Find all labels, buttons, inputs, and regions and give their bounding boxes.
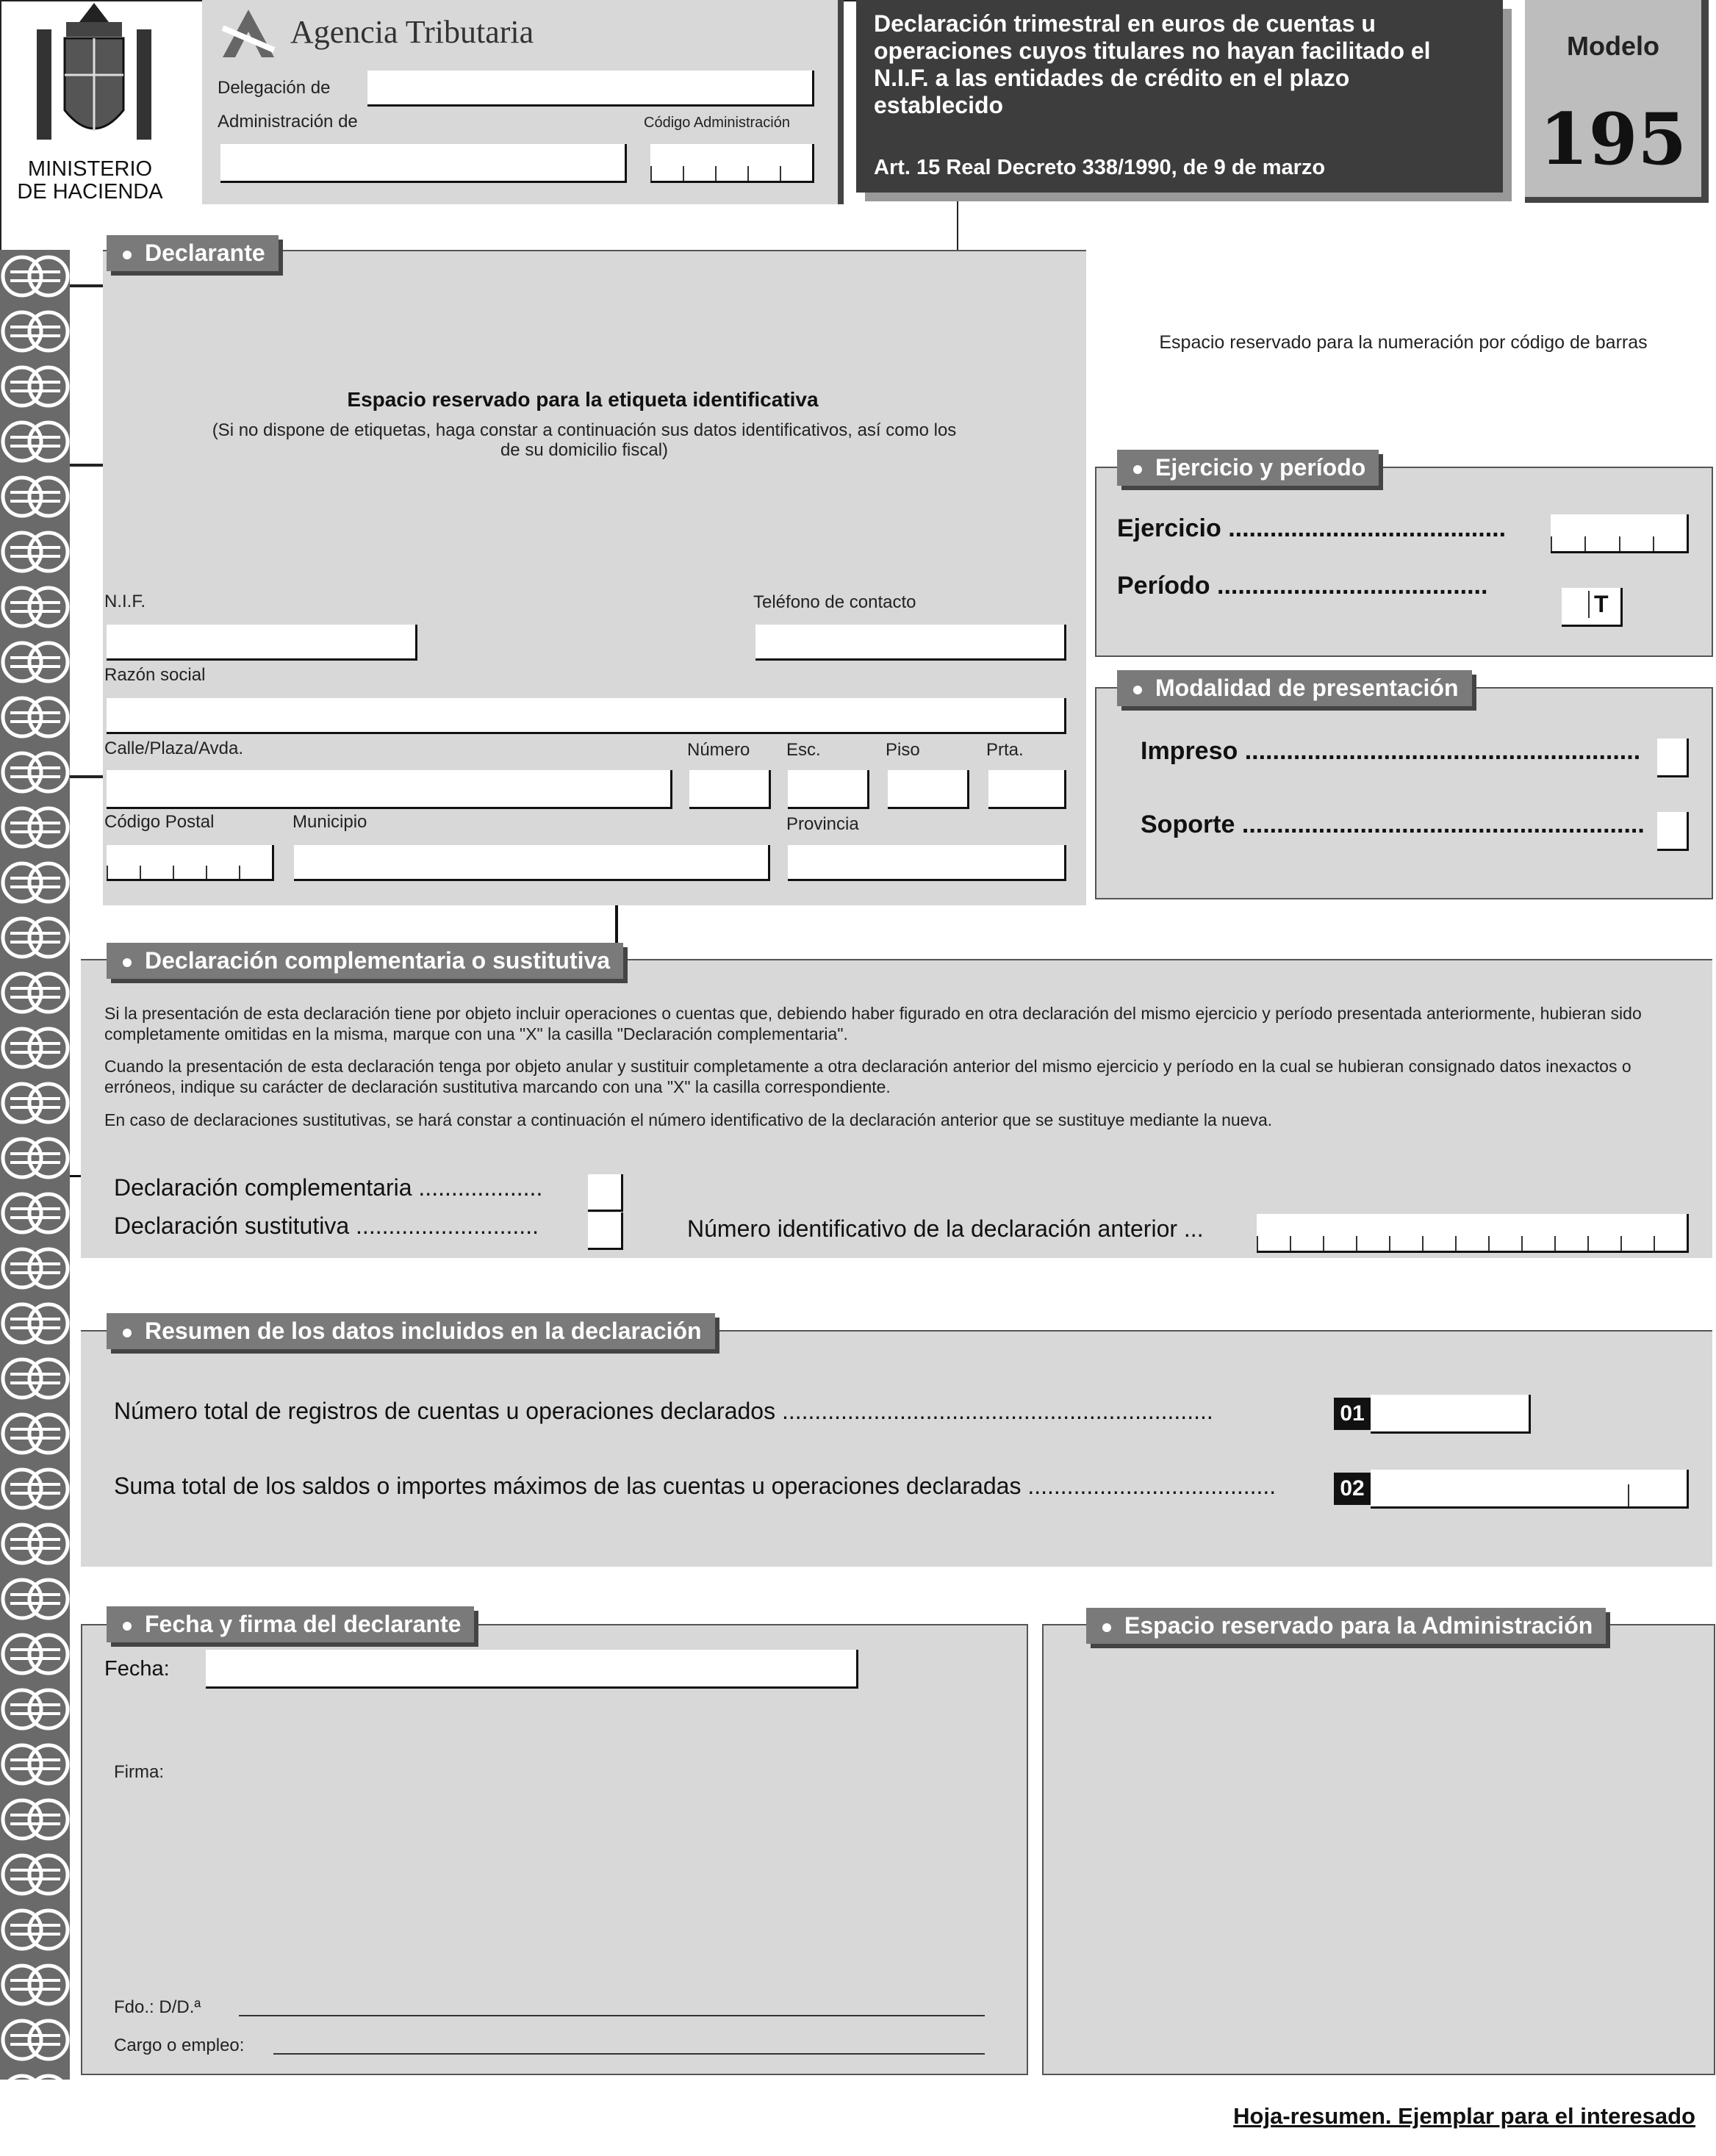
resumen-row1-label: Número total de registros de cuentas u operaciones declarados .................................................................. [114, 1398, 1213, 1424]
label-area-note: (Si no dispone de etiquetas, haga constar a continuación sus datos identificativos, así como los de su domicilio fiscal) [212, 420, 957, 460]
resumen-row2-field[interactable] [1371, 1470, 1689, 1509]
codigo-postal-field[interactable] [107, 845, 274, 881]
ejercicio-label: Ejercicio ........................................ [1117, 514, 1507, 542]
modelo-number: 195 [1539, 98, 1687, 181]
bullet-icon [123, 251, 132, 259]
resumen-header [107, 1313, 715, 1349]
ministry-name [0, 158, 180, 204]
ministry-line-1: MINISTERIO [27, 157, 153, 181]
razon-social-field[interactable] [107, 698, 1066, 734]
periodo-label: Período ....................................... [1117, 572, 1488, 600]
periodo-field[interactable] [1562, 588, 1623, 627]
firma-panel [81, 1624, 1028, 2075]
prta-label: Prta. [986, 740, 1024, 760]
impreso-label: Impreso ......................................................... [1141, 737, 1641, 765]
calle-label: Calle/Plaza/Avda. [104, 739, 243, 758]
piso-field[interactable] [888, 770, 969, 809]
numero-anterior-label: Número identificativo de la declaración anterior ... [687, 1215, 1204, 1242]
soporte-label: Soporte .......................................................... [1141, 811, 1645, 838]
resumen-row1-code: 01 [1334, 1398, 1371, 1430]
ejercicio-title: Ejercicio y período [1155, 454, 1366, 481]
cargo-line[interactable] [273, 2053, 985, 2055]
ejercicio-panel [1095, 467, 1713, 657]
sustitutiva-checkbox[interactable] [588, 1212, 623, 1250]
form-title: Declaración trimestral en euros de cuentas u operaciones cuyos titulares no hayan facilitado el N.I.F. a las entidades de crédito en el plazo establecido [874, 10, 1431, 118]
nif-label: N.I.F. [104, 592, 146, 611]
modalidad-panel [1095, 687, 1713, 899]
numero-anterior-field[interactable] [1257, 1214, 1689, 1253]
complementaria-para-3: En caso de declaraciones sustitutivas, se hará constar a continuación el número identificativo de la declaración anterior que se sustituye mediante la nueva. [104, 1110, 1273, 1129]
coat-of-arms-icon [21, 0, 168, 154]
resumen-row2-label: Suma total de los saldos o importes máximos de las cuentas u operaciones declaradas ...................................... [114, 1473, 1277, 1499]
municipio-field[interactable] [294, 845, 770, 881]
bullet-icon [1133, 465, 1142, 474]
fdo-label: Fdo.: D/D.ª [114, 1997, 201, 2017]
modelo-label: Modelo [1567, 31, 1659, 61]
label-area-title: Espacio reservado para la etiqueta identificativa [347, 388, 819, 411]
provincia-label: Provincia [786, 814, 859, 834]
codigo-admin-field[interactable] [650, 144, 814, 183]
resumen-row1-field[interactable] [1371, 1395, 1531, 1434]
cargo-label: Cargo o empleo: [114, 2035, 245, 2055]
esc-label: Esc. [786, 740, 821, 760]
resumen-title: Resumen de los datos incluidos en la declaración [145, 1318, 702, 1344]
euro-pattern-strip [0, 250, 70, 2080]
razon-social-label: Razón social [104, 665, 206, 685]
bullet-icon [123, 1329, 132, 1337]
telefono-label: Teléfono de contacto [753, 592, 916, 612]
declarante-header [107, 235, 279, 271]
agency-name: Agencia Tributaria [290, 14, 534, 50]
municipio-label: Municipio [292, 812, 367, 832]
impreso-checkbox[interactable] [1657, 739, 1689, 777]
complementaria-label: Declaración complementaria ................... [114, 1174, 543, 1201]
administracion-label: Administración de [218, 112, 358, 132]
numero-label: Número [687, 740, 750, 760]
complementaria-title: Declaración complementaria o sustitutiva [145, 947, 611, 974]
complementaria-para-2: Cuando la presentación de esta declaración tenga por objeto anular y sustituir completamente a otra declaración anterior del mismo ejercicio y período en la cual se hubieran consignado datos inexactos o erróneos, indique su carácter de declaración sustitutiva marcando con una "X" la casilla correspondiente. [104, 1057, 1631, 1096]
modelo-panel [1525, 0, 1709, 203]
administracion-field[interactable] [220, 144, 627, 183]
bullet-icon [1133, 686, 1142, 694]
fecha-field[interactable] [206, 1650, 858, 1689]
codigo-postal-label: Código Postal [104, 812, 215, 832]
sustitutiva-label: Declaración sustitutiva ............................ [114, 1212, 539, 1239]
resumen-panel [81, 1330, 1712, 1567]
title-panel [856, 0, 1503, 193]
bullet-icon [123, 958, 132, 967]
ejercicio-header [1117, 450, 1379, 486]
firma-title: Fecha y firma del declarante [145, 1611, 462, 1637]
esc-field[interactable] [788, 770, 869, 809]
administracion-title: Espacio reservado para la Administración [1124, 1612, 1593, 1639]
complementaria-checkbox[interactable] [588, 1174, 623, 1212]
telefono-field[interactable] [755, 625, 1066, 661]
complementaria-header [107, 943, 623, 979]
legal-reference: Art. 15 Real Decreto 338/1990, de 9 de marzo [874, 156, 1326, 179]
soporte-checkbox[interactable] [1657, 812, 1689, 851]
ministry-line-2: DE HACIENDA [17, 180, 163, 204]
firma-label: Firma: [114, 1762, 164, 1782]
administracion-header [1086, 1608, 1606, 1644]
ejercicio-field[interactable] [1551, 514, 1689, 553]
piso-label: Piso [886, 740, 920, 760]
resumen-row2-code: 02 [1334, 1473, 1371, 1505]
barcode-text: Espacio reservado para la numeración por código de barras [1159, 332, 1648, 353]
delegacion-label: Delegación de [218, 78, 331, 98]
provincia-field[interactable] [788, 845, 1066, 881]
prta-field[interactable] [988, 770, 1066, 809]
fdo-line[interactable] [239, 2015, 985, 2016]
calle-field[interactable] [107, 770, 672, 809]
modalidad-header [1117, 670, 1472, 706]
periodo-value: T [1588, 591, 1609, 618]
agency-logo-icon [219, 6, 278, 61]
bullet-icon [1102, 1623, 1111, 1632]
nif-field[interactable] [107, 625, 417, 661]
codigo-admin-label: Código Administración [644, 115, 790, 131]
administracion-panel [1042, 1624, 1715, 2075]
modalidad-title: Modalidad de presentación [1155, 675, 1459, 701]
firma-header [107, 1606, 474, 1642]
declarante-title: Declarante [145, 240, 265, 266]
numero-field[interactable] [689, 770, 771, 809]
delegacion-field[interactable] [367, 71, 814, 107]
complementaria-para-1: Si la presentación de esta declaración tiene por objeto incluir operaciones o cuentas que, debiendo haber figurado en otra declaración del mismo ejercicio y período presentada anteriormente, hubieran sido completamente omitidas en la misma, marque con una "X" la casilla "Declaración complementaria". [104, 1004, 1642, 1043]
fecha-label: Fecha: [104, 1657, 170, 1681]
bullet-icon [123, 1622, 132, 1631]
footer-text: Hoja-resumen. Ejemplar para el interesado [1233, 2103, 1695, 2129]
